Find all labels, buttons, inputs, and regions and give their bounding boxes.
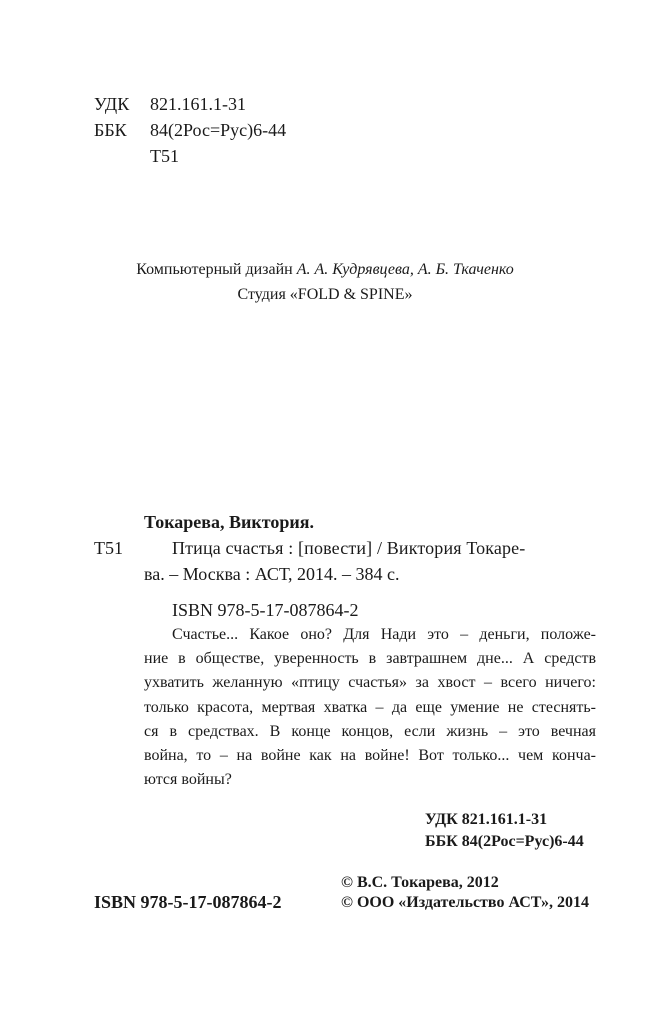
annotation-line: ухватить желанную «птицу счастья» за хвост – всего ничего: — [144, 674, 596, 692]
studio-credit: Студия «FOLD & SPINE» — [237, 286, 413, 303]
udk-value: 821.161.1-31 — [150, 94, 246, 114]
top-classification-codes — [94, 91, 286, 169]
author-mark: Т51 — [150, 146, 179, 166]
copyright-publisher: © ООО «Издательство АСТ», 2014 — [341, 894, 590, 911]
bbk-value: 84(2Рос=Рус)6-44 — [150, 120, 287, 140]
design-credit — [0, 258, 650, 283]
bbk-row — [94, 117, 286, 143]
annotation-line: война, то – на войне как на войне! Вот только... чем конча- — [144, 747, 596, 765]
author-heading: Токарева, Виктория. — [144, 512, 314, 532]
bib-isbn: ISBN 978-5-17-087864-2 — [172, 600, 359, 620]
bottom-bbk: ББК 84(2Рос=Рус)6-44 — [425, 833, 584, 850]
udk-label: УДК — [94, 94, 130, 114]
bib-title-line-2: ва. – Москва : АСТ, 2014. – 384 с. — [144, 564, 400, 584]
annotation-line: ся в средствах. В конце концов, если жизнь – это вечная — [144, 722, 596, 740]
bbk-label: ББК — [94, 120, 127, 140]
design-credit-prefix: Компьютерный дизайн — [136, 261, 297, 278]
bottom-udk: УДК 821.161.1-31 — [425, 811, 548, 828]
designer-names: А. А. Кудрявцева, А. Б. Ткаченко — [296, 261, 514, 278]
author-mark-row — [94, 143, 286, 169]
annotation-line: ние в обществе, уверенность в завтрашнем дне... А средств — [144, 650, 596, 668]
bib-author-mark: Т51 — [94, 538, 123, 558]
annotation-line: ются войны? — [144, 771, 232, 789]
bib-title-line-1: Птица счастья : [повести] / Виктория Токаре- — [172, 538, 526, 558]
annotation-line: только красота, мертвая хватка – да еще умение не стеснять- — [144, 698, 596, 716]
copyright-author: © В.С. Токарева, 2012 — [341, 874, 499, 891]
annotation-line: Счастье... Какое оно? Для Нади это – деньги, положе- — [172, 626, 596, 643]
udk-row — [94, 91, 286, 117]
copyright-isbn: ISBN 978-5-17-087864-2 — [94, 892, 282, 912]
annotation — [144, 623, 596, 792]
